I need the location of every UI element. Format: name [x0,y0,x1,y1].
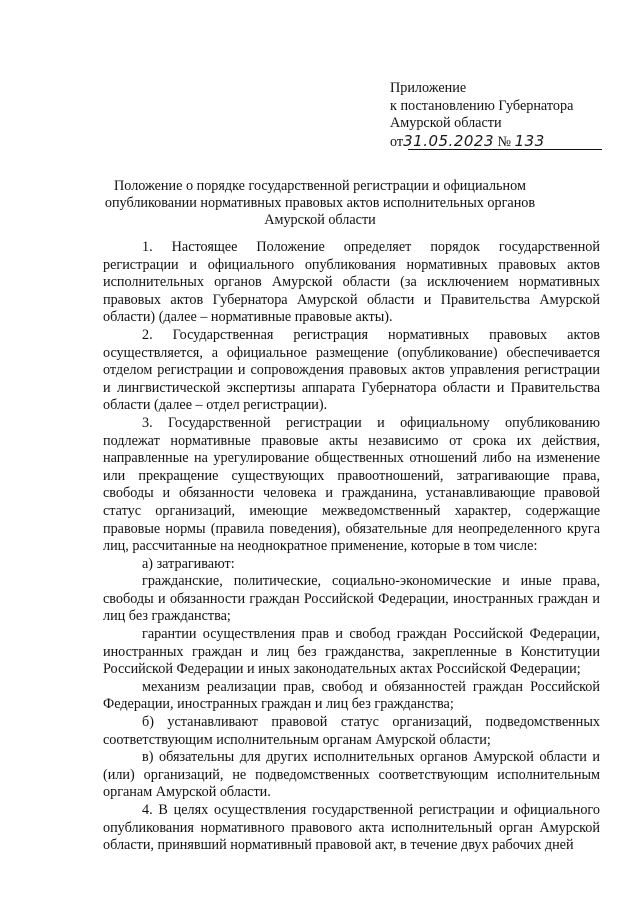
handwritten-date: 31.05.2023 [403,131,494,150]
subitem-a: а) затрагивают: [142,555,235,572]
subitem-v: в) обязательны для других исполнительных органов Амурской области и (или) организаций, не подведомственных соответствующим исполнительным органам Амурской области. [103,749,600,801]
appendix-date-line [390,133,605,152]
paragraph-2: 2. Государственная регистрация нормативных правовых актов осуществляется, а официальное размещение (опубликование) обеспечивается отделом регистрации и сопровождения правовых актов управления регистрации и лингвистической экспертизы аппарата Губернатора области и Правительства области (далее – отдел регистрации). [103,326,600,414]
appendix-line-3: Амурской области [390,115,502,131]
subitem-a-guarantees: гарантии осуществления прав и свобод граждан Российской Федерации, иностранных граждан и лиц без гражданства, закрепленные в Конституции Российской Федерации и иных законодательных актах Российской Федерации; [103,626,600,678]
title-line-3: Амурской области [264,212,376,228]
subitem-a-mechanism: механизм реализации прав, свобод и обязанностей граждан Российской Федерации, иностранных граждан и лиц без гражданства; [103,678,600,713]
handwritten-number: 133 [514,131,545,150]
paragraph-1: 1. Настоящее Положение определяет порядок государственной регистрации и официального опубликования нормативных правовых актов исполнительных органов Амурской области (за исключением нормативных правовых актов Губернатора Амурской области и Правительства Амурской области) (далее – нормативные правовые акты). [103,239,600,326]
date-prefix: от [390,133,404,150]
underline-rule [408,149,602,150]
date-number-line [390,133,594,152]
paragraph-4: 4. В целях осуществления государственной регистрации и официального опубликования нормативного правового акта исполнительный орган Амурской области, принявший нормативный правовой акт, в течение двух рабочих дней [103,802,600,854]
subitem-a-rights: гражданские, политические, социально-экономические и иные права, свободы и обязанности граждан Российской Федерации, иностранных граждан и лиц без гражданства; [103,573,600,625]
number-label: № [497,133,512,150]
paragraph-3: 3. Государственной регистрации и официальному опубликованию подлежат нормативные правовые акты независимо от срока их действия, направленные на урегулирование общественных отношений либо на изменение или прекращение существующих правоотношений, затрагивающие права, свободы и обязанности человека и гражданина, устанавливающие правовой статус организаций, имеющие межведомственный характер, содержащие правовые нормы (правила поведения), обязательные для неопределенного круга лиц, рассчитанные на неоднократное применение, которые в том числе: [103,414,600,555]
document-body [103,239,600,855]
document-title [100,178,540,229]
title-line-2: опубликовании нормативных правовых актов исполнительных органов [104,195,536,211]
title-line-1: Положение о порядке государственной регистрации и официальном [114,178,526,194]
appendix-line-2: к постановлению Губернатора [390,97,574,114]
appendix-block [390,80,605,151]
appendix-line-1: Приложение [390,80,467,96]
subitem-b: б) устанавливают правовой статус организаций, подведомственных соответствующим исполнительным органам Амурской области; [103,714,600,748]
